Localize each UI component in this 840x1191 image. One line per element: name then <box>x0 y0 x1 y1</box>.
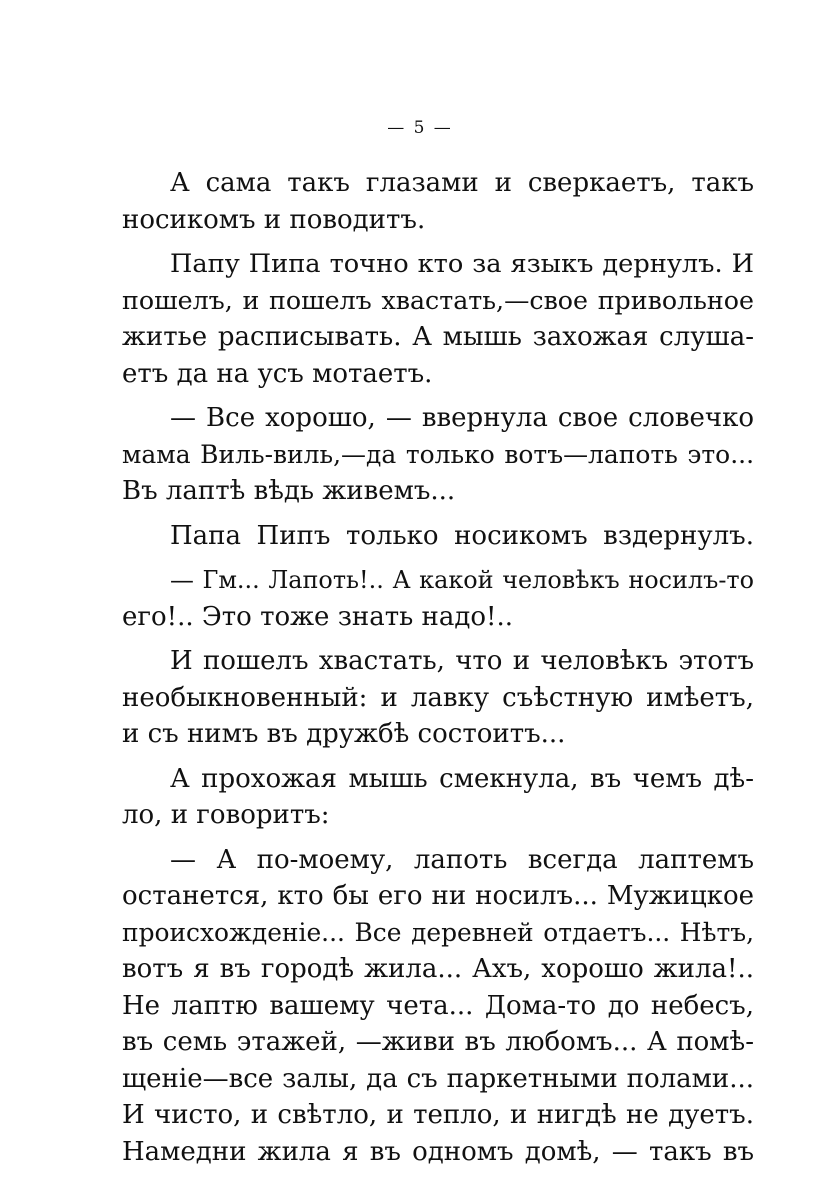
paragraph <box>122 761 754 834</box>
text-line: Въ лаптѣ вѣдь живемъ... <box>122 476 456 506</box>
text-line: етъ да на усъ мотаетъ. <box>122 358 433 389</box>
text-line: И чисто, и свѣтло, и тепло, и нигдѣ не дуетъ. <box>122 1100 754 1130</box>
text-line: останется, кто бы его ни носилъ... Мужицкое <box>122 881 754 911</box>
paragraph <box>122 246 754 392</box>
text-line: вотъ я въ городѣ жила... Ахъ, хорошо жила!.. <box>122 954 754 984</box>
text-line: происхожденіе... Все деревней отдаетъ... Нѣтъ, <box>122 917 754 947</box>
text-line: носикомъ и поводитъ. <box>122 204 426 235</box>
text-line: И пошелъ хвастать, что и человѣкъ этотъ <box>170 646 754 676</box>
text-line: пошелъ, и пошелъ хвастать,—свое привольное <box>122 285 754 315</box>
text-line: Намедни жила я въ одномъ домѣ, — такъ въ <box>122 1136 754 1167</box>
paragraph <box>122 165 754 238</box>
text-line: А прохожая мышь смекнула, въ чемъ дѣ- <box>170 763 754 794</box>
paragraph <box>122 400 754 510</box>
paragraph <box>122 518 754 555</box>
text-line: мама Виль-виль,—да только вотъ—лапоть это... <box>122 439 754 469</box>
paragraph <box>122 562 754 635</box>
text-line: его!.. Это тоже знать надо!.. <box>122 601 513 632</box>
text-line: и съ нимъ въ дружбѣ состоитъ... <box>122 719 566 749</box>
text-line: — А по-моему, лапоть всегда лаптемъ <box>170 844 754 875</box>
paragraph <box>122 643 754 753</box>
text-line: — Гм... Лапоть!.. А какой человѣкъ носилъ-то <box>170 566 754 594</box>
text-line: Папу Пипа точно кто за языкъ дернулъ. И <box>170 249 754 279</box>
text-line: А сама такъ глазами и сверкаетъ, такъ <box>170 168 754 198</box>
body-text <box>122 165 754 1178</box>
text-line: Папа Пипъ только носикомъ вздернулъ. <box>170 520 754 551</box>
paragraph <box>122 842 754 1171</box>
text-line: въ семь этажей, —живи въ любомъ... А помѣ- <box>122 1027 754 1057</box>
text-line: — Все хорошо, — ввернула свое словечко <box>170 403 754 433</box>
text-line: Не лаптю вашему чета... Дома-то до небесъ, <box>122 990 754 1021</box>
page-number: — 5 — <box>387 118 453 138</box>
text-line: житье расписывать. А мышь захожая слуша- <box>122 322 754 352</box>
text-line: ло, и говоритъ: <box>122 800 330 830</box>
text-line: щеніе—все залы, да съ паркетными полами... <box>122 1063 754 1094</box>
text-line: необыкновенный: и лавку съѣстную имѣетъ, <box>122 682 754 713</box>
